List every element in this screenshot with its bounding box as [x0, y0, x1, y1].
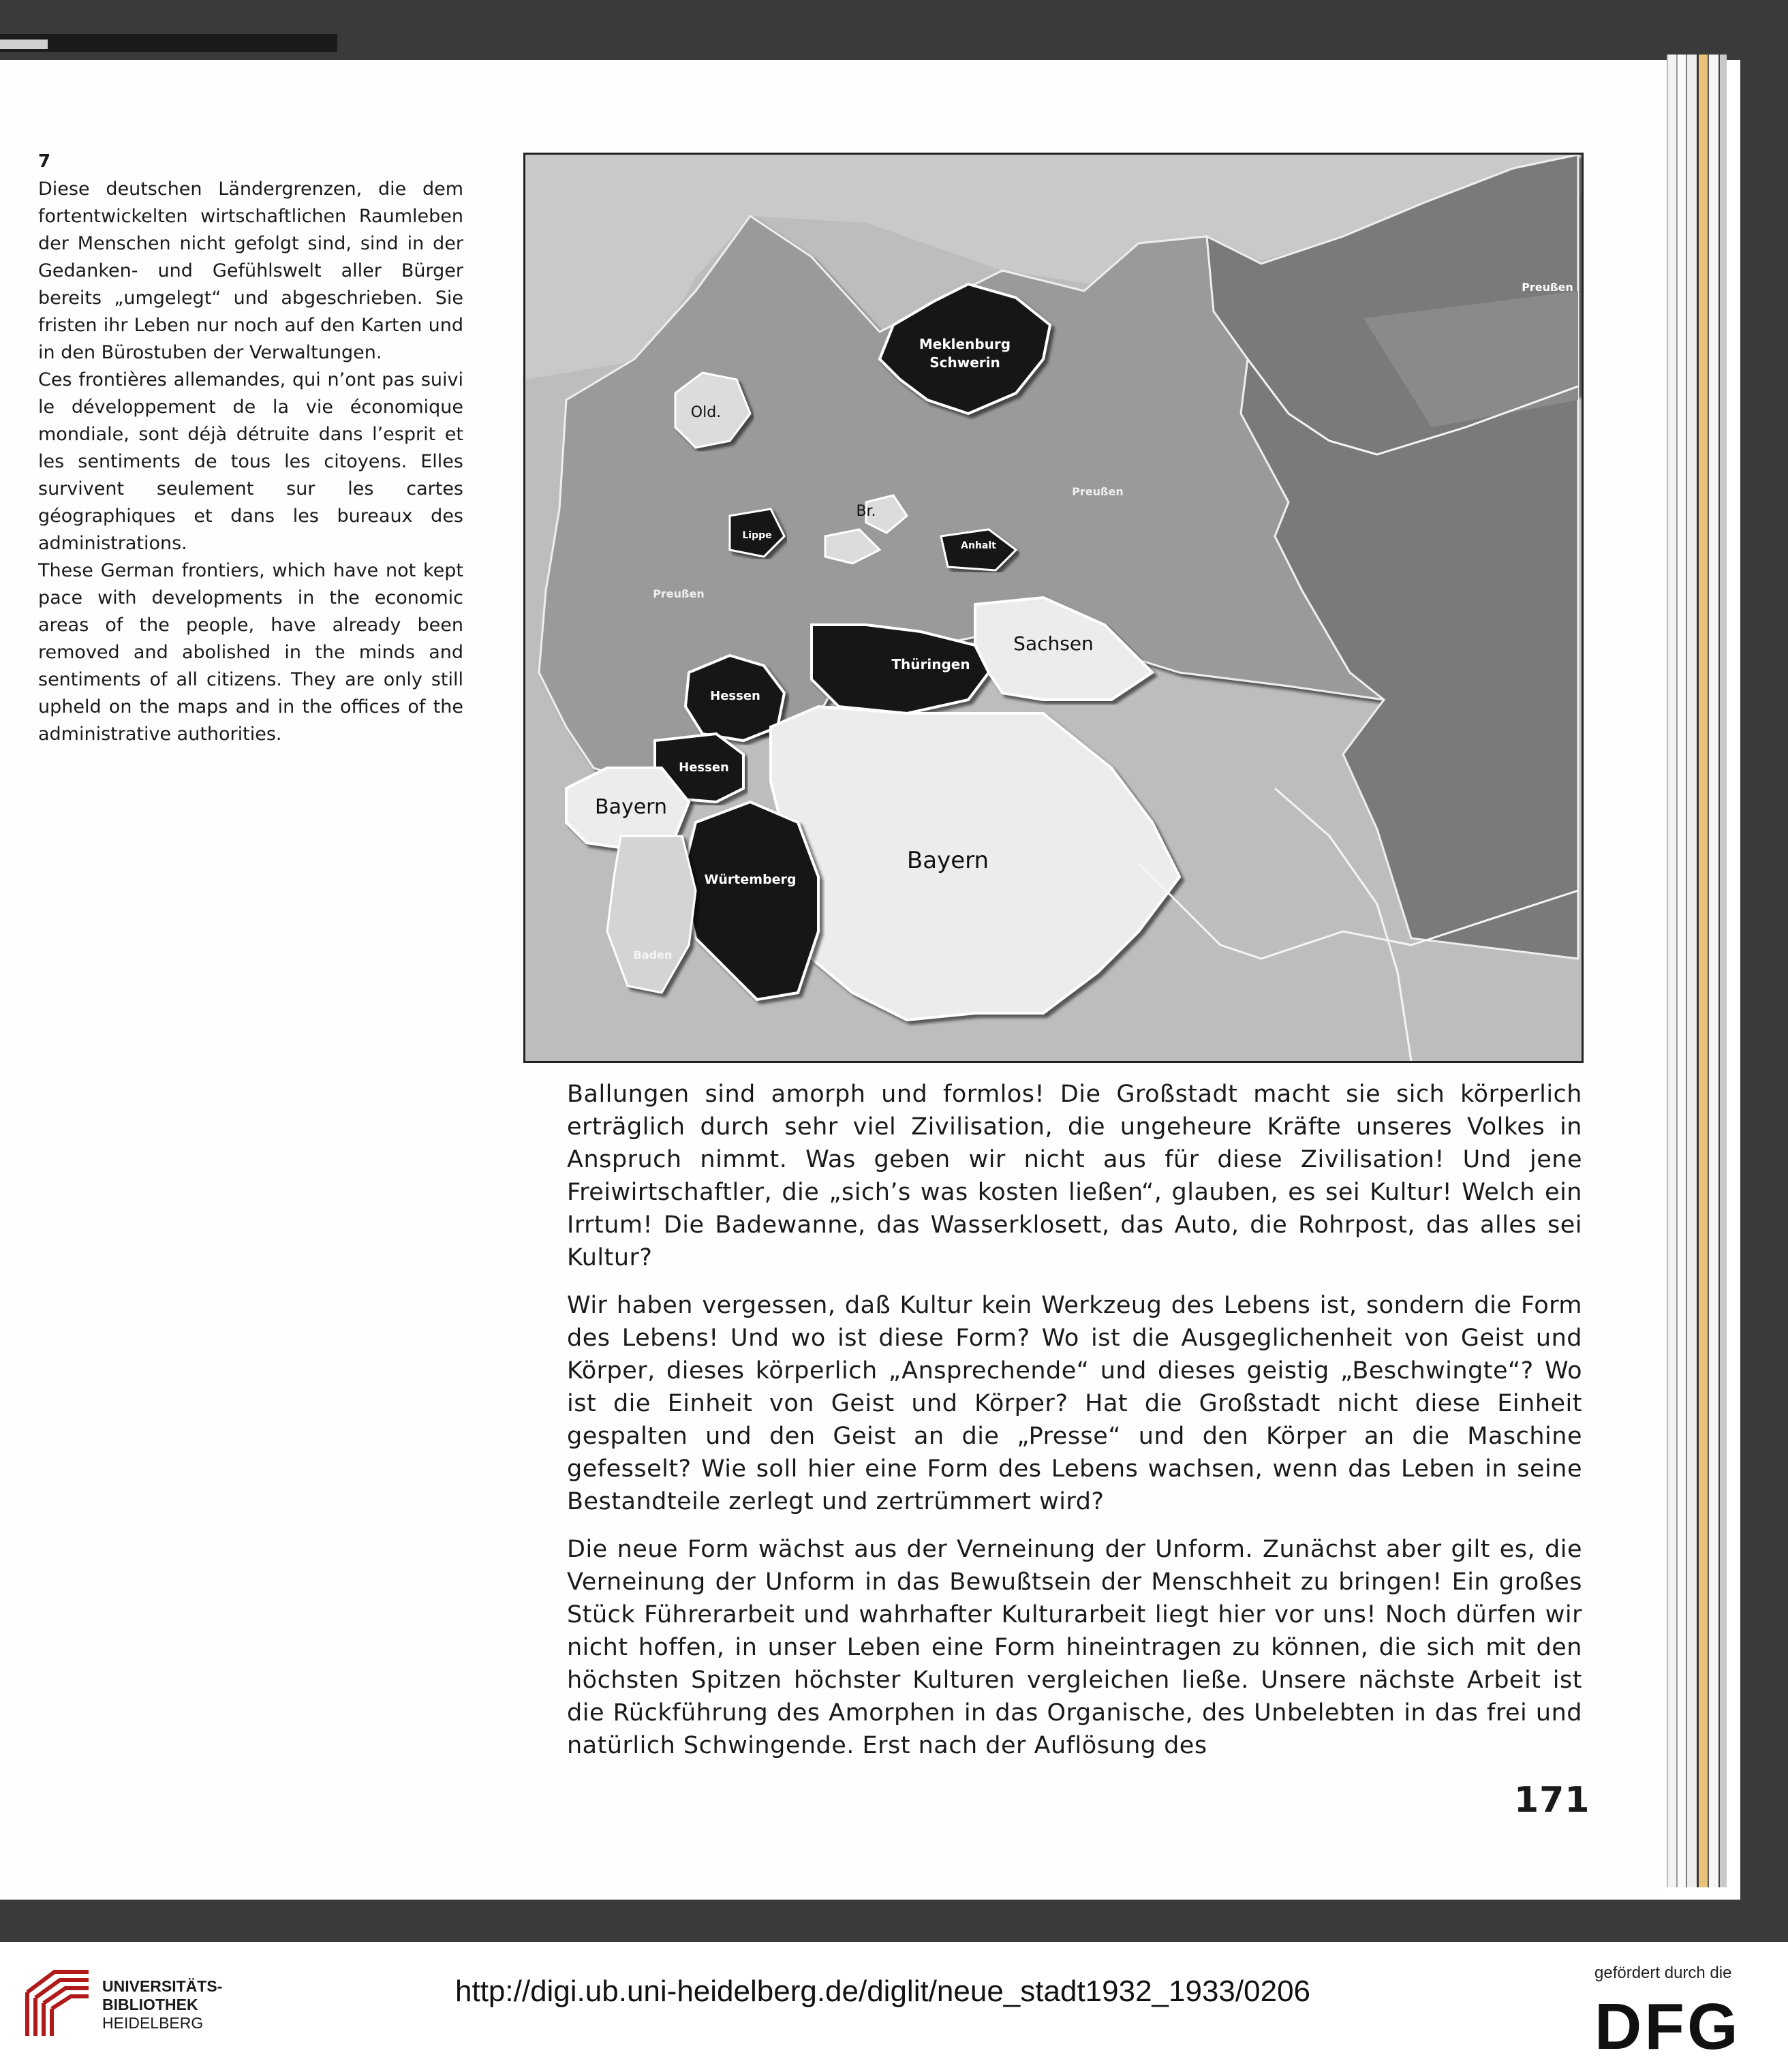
paragraph: Wir haben vergessen, daß Kultur kein Werkzeug des Lebens ist, sondern die Form des Lebens! Und wo ist diese Form? Wo ist die Ausgeglichenheit von Geist und Körper, dieses körperlich „Ansprechende“ und dieses geistig „Beschwingte“? Wo ist die Einheit von Geist und Körper? Hat die Großstadt nicht diese Einheit gespalten und den Geist an die „Presse“ und den Körper an die Maschine gefesselt? Wie soll hier eine Form des Lebens wachsen, wenn das Leben in seine Bestandteile zerlegt und zertrümmert wird?: [567, 1292, 1582, 1515]
label-lippe: Lippe: [742, 530, 772, 541]
figure-caption: [38, 176, 463, 748]
library-name: [102, 1977, 222, 2032]
label-bayern: Bayern: [906, 847, 989, 874]
permalink-url[interactable]: http://digi.ub.uni-heidelberg.de/diglit/neue_stadt1932_1933/0206: [455, 1975, 1311, 2008]
scan-strip-light: [0, 40, 48, 49]
label-meklenburg: Meklenburg: [919, 336, 1011, 352]
caption-english: These German frontiers, which have not kept pace with developments in the economic areas of the people, have already been removed and abolished in the minds and sentiments of all citizens. They are only still upheld on the maps and in the offices of the administrative authorities.: [38, 560, 463, 745]
scan-border-bottom: [0, 1900, 1788, 1942]
funded-by-label: gefördert durch die: [1594, 1964, 1732, 1982]
library-name-line: HEIDELBERG: [102, 2014, 204, 2032]
label-old: Old.: [690, 404, 722, 421]
library-name-line: UNIVERSITÄTS-: [102, 1977, 223, 1995]
label-bayern-pfalz: Bayern: [595, 795, 667, 819]
page-edge: [1686, 55, 1697, 1887]
page-edge: [1718, 55, 1727, 1887]
label-hessen-south: Hessen: [679, 760, 729, 775]
label-sachsen: Sachsen: [1013, 632, 1094, 655]
label-anhalt: Anhalt: [961, 540, 996, 551]
paragraph: Die neue Form wächst aus der Verneinung der Unform. Zunächst aber gilt es, die Verneinung der Unform in das Bewußtsein der Menschheit zu bringen! Ein großes Stück Führerarbeit und wahrhafter Kulturarbeit liegt hier vor uns! Noch dürfen wir nicht hoffen, in unser Leben eine Form hineintragen zu können, die sich mit den höchsten Spitzen höchster Kulturen vergleichen ließe. Unsere nächste Arbeit ist die Rückführung des Amorphen in das Organische, des Unbelebten in das frei und natürlich Schwingende. Erst nach der Auflösung des: [567, 1536, 1582, 1759]
label-hessen-north: Hessen: [710, 689, 760, 703]
label-br: Br.: [856, 503, 876, 520]
university-library-logo-icon: [20, 1965, 97, 2041]
label-schwerin: Schwerin: [929, 354, 1000, 371]
scan-border-right: [1740, 0, 1788, 1901]
label-wuertemberg: Würtemberg: [704, 872, 797, 887]
paragraph: Ballungen sind amorph und formlos! Die Großstadt macht sie sich körperlich erträglich durch sehr viel Zivilisation, die ungeheure Kräfte unseres Volkes in Anspruch nimmt. Was geben wir nicht aus für diese Zivilisation! Und jene Freiwirtschaftler, die „sich’s was kosten ließen“, glauben, es sei Kultur! Welch ein Irrtum! Die Badewanne, das Wasserklosett, das Auto, die Rohrpost, das alles sei Kultur?: [567, 1081, 1582, 1271]
page-edge: [1667, 55, 1676, 1887]
page-edge: [1676, 55, 1686, 1887]
library-name-line: BIBLIOTHEK: [102, 1996, 198, 2013]
dfg-logo: DFG: [1594, 1990, 1741, 2063]
label-baden: Baden: [633, 948, 673, 961]
label-preussen-west: Preußen: [653, 587, 705, 600]
page-edge: [1708, 55, 1718, 1887]
label-preussen-center: Preußen: [1072, 485, 1124, 498]
caption-french: Ces frontières allemandes, qui n’ont pas suivi le développement de la vie économique mondiale, sont déjà détruite dans l’esprit et les sentiments de tous les citoyens. Elles survivent seulement sur les cartes géographiques et dans les bureaux des administrations.: [38, 369, 463, 554]
label-thueringen: Thüringen: [891, 656, 970, 672]
germany-states-map: [523, 153, 1584, 1063]
main-text: [567, 1078, 1582, 1777]
figure-number: 7: [38, 151, 51, 172]
caption-german: Diese deutschen Ländergrenzen, die dem fortentwickelten wirtschaftlichen Raumleben der Menschen nicht gefolgt sind, sind in der Gedanken- und Gefühlswelt aller Bürger bereits „umgelegt“ und abgeschrieben. Sie fristen ihr Leben nur noch auf den Karten und in den Bürostuben der Verwaltungen.: [38, 179, 463, 363]
page-number: 171: [1514, 1780, 1590, 1821]
page-edge-bookmark: [1697, 55, 1708, 1887]
scan-strip: [0, 34, 337, 52]
label-preussen-ne: Preußen: [1522, 281, 1573, 294]
